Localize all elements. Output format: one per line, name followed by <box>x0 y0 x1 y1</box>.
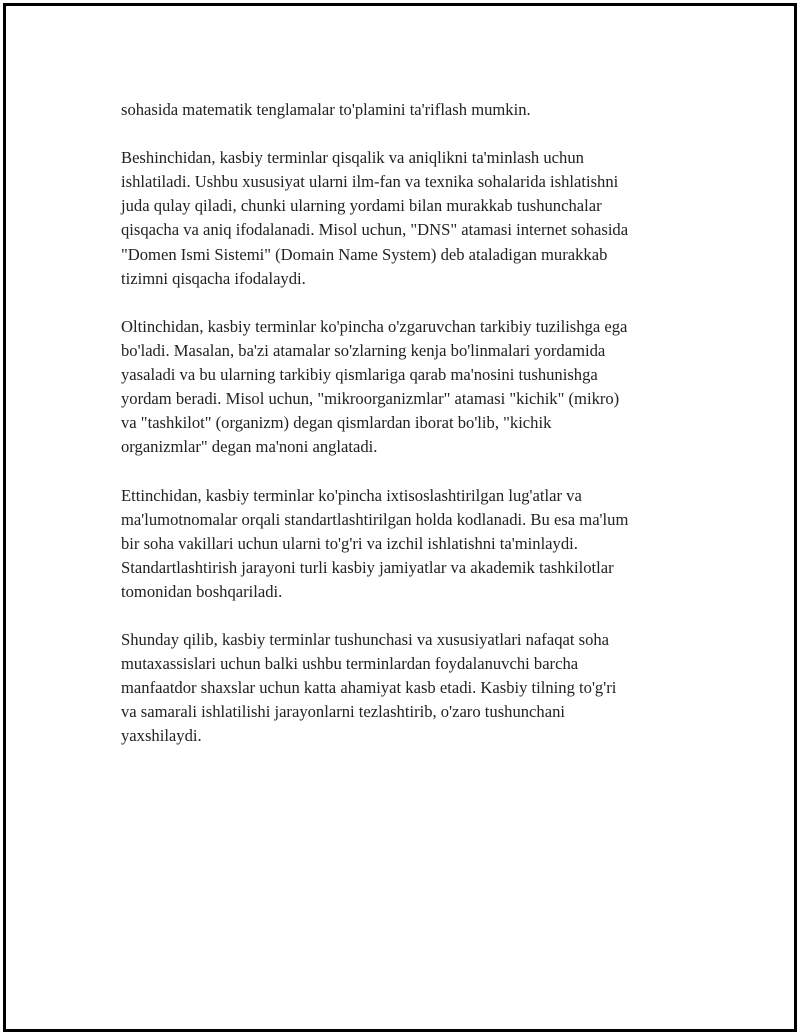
document-body <box>121 98 691 773</box>
paragraph-5: Shunday qilib, kasbiy terminlar tushunchasi va xususiyatlari nafaqat soha mutaxassislari uchun balki ushbu terminlardan foydalanuvchi barcha manfaatdor shaxslar uchun katta ahamiyat kasb etadi. Kasbiy tilning to'g'ri va samarali ishlatilishi jarayonlarni tezlashtirib, o'zaro tushunchani yaxshilaydi. <box>121 630 617 746</box>
paragraph-4: Ettinchidan, kasbiy terminlar ko'pincha ixtisoslashtirilgan lug'atlar va ma'lumotnomalar orqali standartlashtirilgan holda kodlanadi. Bu esa ma'lum bir soha vakillari uchun ularni to'g'ri va izchil ishlatishni ta'minlaydi. Standartlashtirish jarayoni turli kasbiy jamiyatlar va akademik tashkilotlar tomonidan boshqariladi. <box>121 485 629 601</box>
document-page <box>3 3 797 1032</box>
paragraph-2: Beshinchidan, kasbiy terminlar qisqalik va aniqlikni ta'minlash uchun ishlatiladi. Ushbu xususiyat ularni ilm-fan va texnika sohalarida ishlatishni juda qulay qiladi, chunki ularning yordami bilan murakkab tushunchalar qisqacha va aniq ifodalanadi. Misol uchun, "DNS" atamasi internet sohasida "Domen Ismi Sistemi" (Domain Name System) deb ataladigan murakkab tizimni qisqacha ifodalaydi. <box>121 148 629 288</box>
paragraph-3: Oltinchidan, kasbiy terminlar ko'pincha o'zgaruvchan tarkibiy tuzilishga ega bo'ladi. Masalan, ba'zi atamalar so'zlarning kenja bo'linmalari yordamida yasaladi va bu ularning tarkibiy qismlariga qarab ma'nosini tushunishga yordam beradi. Misol uchun, "mikroorganizmlar" atamasi "kichik" (mikro) va "tashkilot" (organizm) degan qismlardan iborat bo'lib, "kichik organizmlar" degan ma'noni anglatadi. <box>121 316 628 457</box>
paragraph-1: sohasida matematik tenglamalar to'plamini ta'riflash mumkin. <box>121 100 531 119</box>
